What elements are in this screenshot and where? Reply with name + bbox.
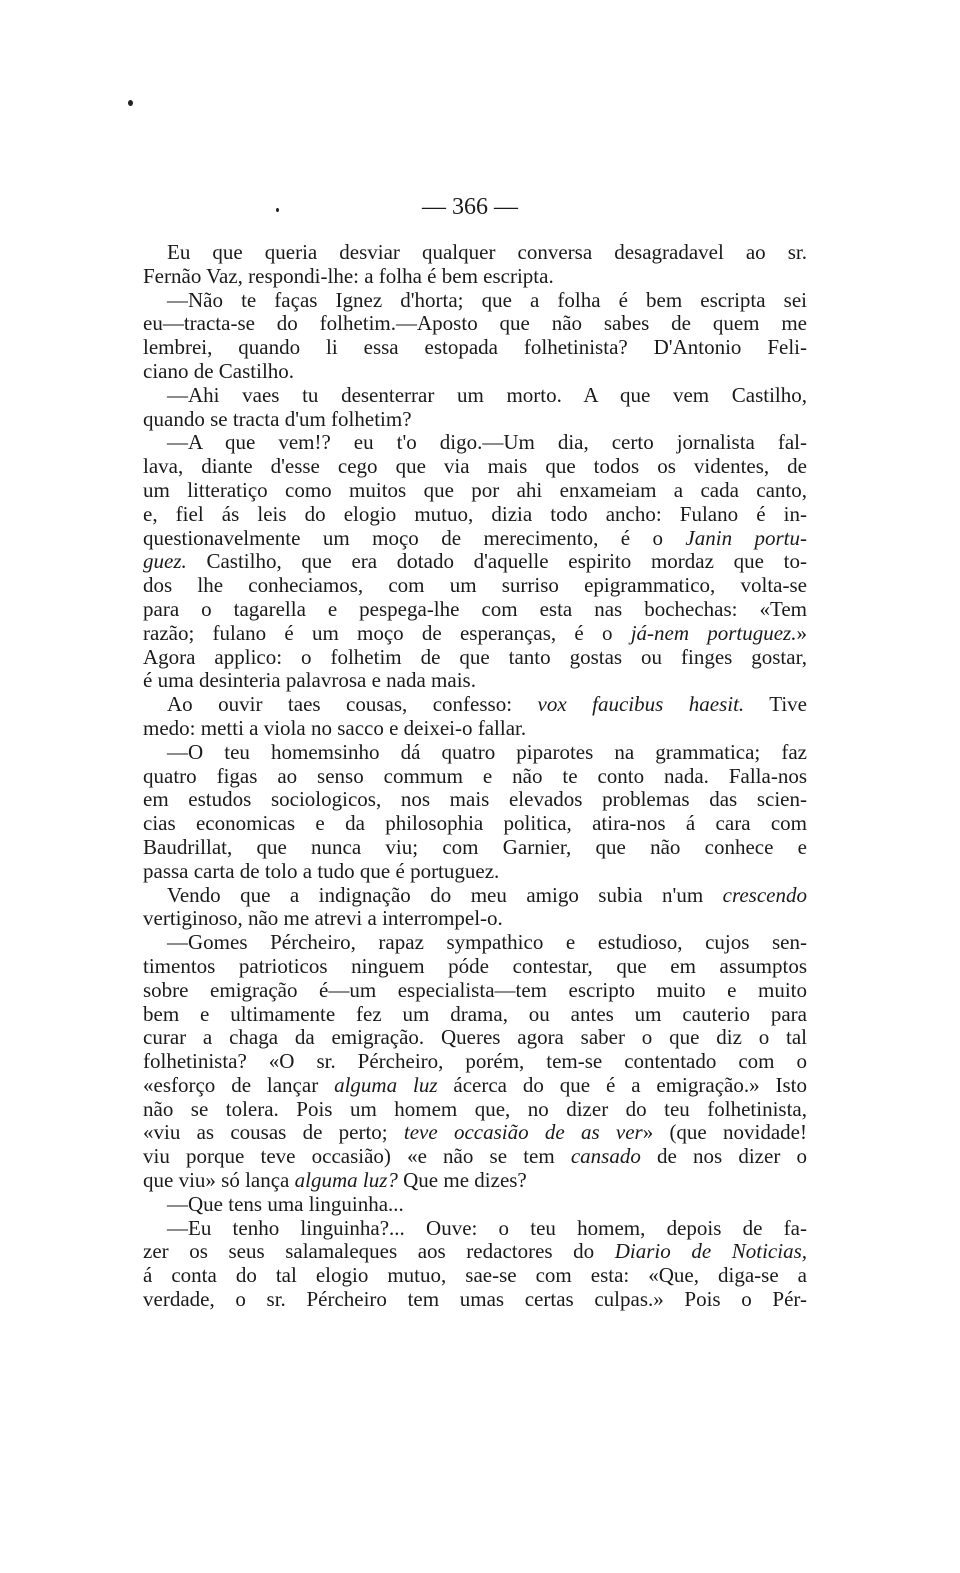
italic-text: alguma luz? bbox=[294, 1168, 398, 1193]
text-line bbox=[143, 1217, 807, 1241]
text-segment: não se tolera. Pois um homem que, no dizer do teu folhetinista, bbox=[143, 1096, 807, 1121]
italic-text: vox faucibus haesit. bbox=[537, 692, 745, 717]
text-line bbox=[143, 384, 807, 408]
text-segment: é uma desinteria palavrosa e nada mais. bbox=[143, 668, 476, 693]
text-line bbox=[143, 1193, 807, 1217]
text-line bbox=[143, 1074, 807, 1098]
text-line bbox=[143, 265, 807, 289]
text-segment: um litteratiço como muitos que por ahi enxameiam a cada canto, bbox=[143, 477, 807, 502]
text-segment: Que me dizes? bbox=[397, 1168, 527, 1193]
text-segment: —Ahi vaes tu desenterrar um morto. A que vem Castilho, bbox=[167, 382, 807, 407]
text-line bbox=[143, 431, 807, 455]
text-segment: zer os seus salamaleques aos redactores do bbox=[143, 1239, 615, 1264]
text-segment: curar a chaga da emigração. Queres agora saber o que diz o tal bbox=[143, 1025, 807, 1050]
text-segment: Agora applico: o folhetim de que tanto gostas ou finges gostar, bbox=[143, 644, 807, 669]
text-segment: razão; fulano é um moço de esperanças, é o bbox=[143, 620, 631, 645]
text-line bbox=[143, 979, 807, 1003]
text-segment: de nos dizer o bbox=[640, 1144, 807, 1169]
text-segment: que viu» só lança bbox=[143, 1168, 295, 1193]
text-segment: Ao ouvir taes cousas, confesso: bbox=[167, 692, 538, 717]
text-line bbox=[143, 860, 807, 884]
text-line bbox=[143, 907, 807, 931]
text-line bbox=[143, 360, 807, 384]
text-line bbox=[143, 884, 807, 908]
text-line bbox=[143, 1264, 807, 1288]
text-segment: dos lhe conheciamos, com um surriso epigrammatico, volta-se bbox=[143, 573, 807, 598]
page-number: — 366 — bbox=[422, 194, 518, 220]
text-line bbox=[143, 836, 807, 860]
italic-text: crescendo bbox=[722, 882, 807, 907]
text-segment: «viu as cousas de perto; bbox=[143, 1120, 404, 1145]
text-segment: lava, diante d'esse cego que via mais que todos os videntes, de bbox=[143, 454, 807, 479]
text-line bbox=[143, 479, 807, 503]
text-segment: Eu que queria desviar qualquer conversa desagradavel ao sr. bbox=[167, 240, 807, 264]
text-segment: —Eu tenho linguinha?... Ouve: o teu homem, depois de fa- bbox=[167, 1215, 807, 1240]
text-segment: viu porque teve occasião) «e não se tem bbox=[143, 1144, 571, 1169]
text-line bbox=[143, 1145, 807, 1169]
text-segment: e, fiel ás leis do elogio mutuo, dizia todo ancho: Fulano é in- bbox=[143, 501, 807, 526]
text-segment: vertiginoso, não me atrevi a interrompel-o. bbox=[143, 906, 503, 931]
italic-text: já-nem portuguez. bbox=[630, 620, 797, 645]
text-segment: quatro figas ao senso commum e não te conto nada. Falla-nos bbox=[143, 763, 807, 788]
text-line bbox=[143, 693, 807, 717]
text-segment: —Gomes Pércheiro, rapaz sympathico e estudioso, cujos sen- bbox=[167, 930, 807, 955]
text-line bbox=[143, 669, 807, 693]
text-line bbox=[143, 527, 807, 551]
text-segment: «esforço de lançar bbox=[143, 1072, 335, 1097]
body-text bbox=[143, 241, 807, 1312]
text-line bbox=[143, 1288, 807, 1312]
text-segment: —Não te faças Ignez d'horta; que a folha é bem escripta sei bbox=[167, 287, 807, 312]
text-line bbox=[143, 812, 807, 836]
text-segment: cias economicas e da philosophia politica, atira-nos á cara com bbox=[143, 811, 807, 836]
text-line bbox=[143, 574, 807, 598]
text-segment: » bbox=[796, 620, 807, 645]
text-segment: medo: metti a viola no sacco e deixei-o fallar. bbox=[143, 715, 527, 740]
text-line bbox=[143, 955, 807, 979]
italic-text: Janin portu- bbox=[685, 525, 808, 550]
text-segment: sobre emigração é—um especialista—tem escripto muito e muito bbox=[143, 977, 807, 1002]
text-line bbox=[143, 598, 807, 622]
text-line bbox=[143, 788, 807, 812]
text-line bbox=[143, 765, 807, 789]
text-line bbox=[143, 931, 807, 955]
text-segment: verdade, o sr. Pércheiro tem umas certas culpas.» Pois o Pér- bbox=[143, 1287, 807, 1312]
text-line bbox=[143, 289, 807, 313]
text-line bbox=[143, 455, 807, 479]
text-line bbox=[143, 550, 807, 574]
text-segment: —O teu homemsinho dá quatro piparotes na grammatica; faz bbox=[167, 739, 807, 764]
text-segment: folhetinista? «O sr. Pércheiro, porém, tem-se contentado com o bbox=[143, 1049, 807, 1074]
text-line bbox=[143, 1098, 807, 1122]
text-segment: passa carta de tolo a tudo que é portuguez. bbox=[143, 858, 500, 883]
text-segment: Baudrillat, que nunca viu; com Garnier, que não conhece e bbox=[143, 834, 807, 859]
text-segment: ciano de Castilho. bbox=[143, 358, 295, 383]
text-segment: em estudos sociologicos, nos mais elevados problemas das scien- bbox=[143, 787, 807, 812]
italic-text: guez. bbox=[143, 549, 187, 574]
text-segment: Fernão Vaz, respondi-lhe: a folha é bem escripta. bbox=[143, 263, 554, 288]
text-segment: lembrei, quando li essa estopada folhetinista? D'Antonio Feli- bbox=[143, 335, 807, 360]
italic-text: Diario de Noticias, bbox=[614, 1239, 807, 1264]
text-segment: —Que tens uma linguinha... bbox=[167, 1191, 404, 1216]
text-line bbox=[143, 503, 807, 527]
text-line bbox=[143, 1050, 807, 1074]
text-segment: » (que novidade! bbox=[642, 1120, 807, 1145]
text-segment: Castilho, que era dotado d'aquelle espirito mordaz que to- bbox=[186, 549, 807, 574]
text-segment: questionavelmente um moço de merecimento, é o bbox=[143, 525, 686, 550]
text-line bbox=[143, 646, 807, 670]
text-line bbox=[143, 1240, 807, 1264]
text-segment: timentos patrioticos ninguem póde contestar, que em assumptos bbox=[143, 953, 807, 978]
text-segment: á conta do tal elogio mutuo, sae-se com esta: «Que, diga-se a bbox=[143, 1263, 807, 1288]
scan-speck bbox=[128, 100, 133, 106]
text-line bbox=[143, 336, 807, 360]
text-segment: Tive bbox=[744, 692, 807, 717]
italic-text: teve occasião de as ver bbox=[403, 1120, 643, 1145]
italic-text: cansado bbox=[570, 1144, 641, 1169]
text-line bbox=[143, 1003, 807, 1027]
text-line bbox=[143, 408, 807, 432]
text-line bbox=[143, 241, 807, 265]
text-line bbox=[143, 717, 807, 741]
text-line bbox=[143, 1169, 807, 1193]
text-segment: —A que vem!? eu t'o digo.—Um dia, certo jornalista fal- bbox=[167, 430, 807, 455]
text-line bbox=[143, 741, 807, 765]
text-line bbox=[143, 622, 807, 646]
text-line bbox=[143, 312, 807, 336]
text-segment: eu—tracta-se do folhetim.—Aposto que não sabes de quem me bbox=[143, 311, 807, 336]
italic-text: alguma luz bbox=[334, 1072, 438, 1097]
text-segment: quando se tracta d'um folhetim? bbox=[143, 406, 412, 431]
text-line bbox=[143, 1026, 807, 1050]
text-segment: bem e ultimamente fez um drama, ou antes um cauterio para bbox=[143, 1001, 807, 1026]
text-segment: Vendo que a indignação do meu amigo subia n'um bbox=[167, 882, 723, 907]
text-line bbox=[143, 1121, 807, 1145]
text-segment: para o tagarella e pespega-lhe com esta nas bochechas: «Tem bbox=[143, 596, 807, 621]
text-segment: ácerca do que é a emigração.» Isto bbox=[437, 1072, 807, 1097]
